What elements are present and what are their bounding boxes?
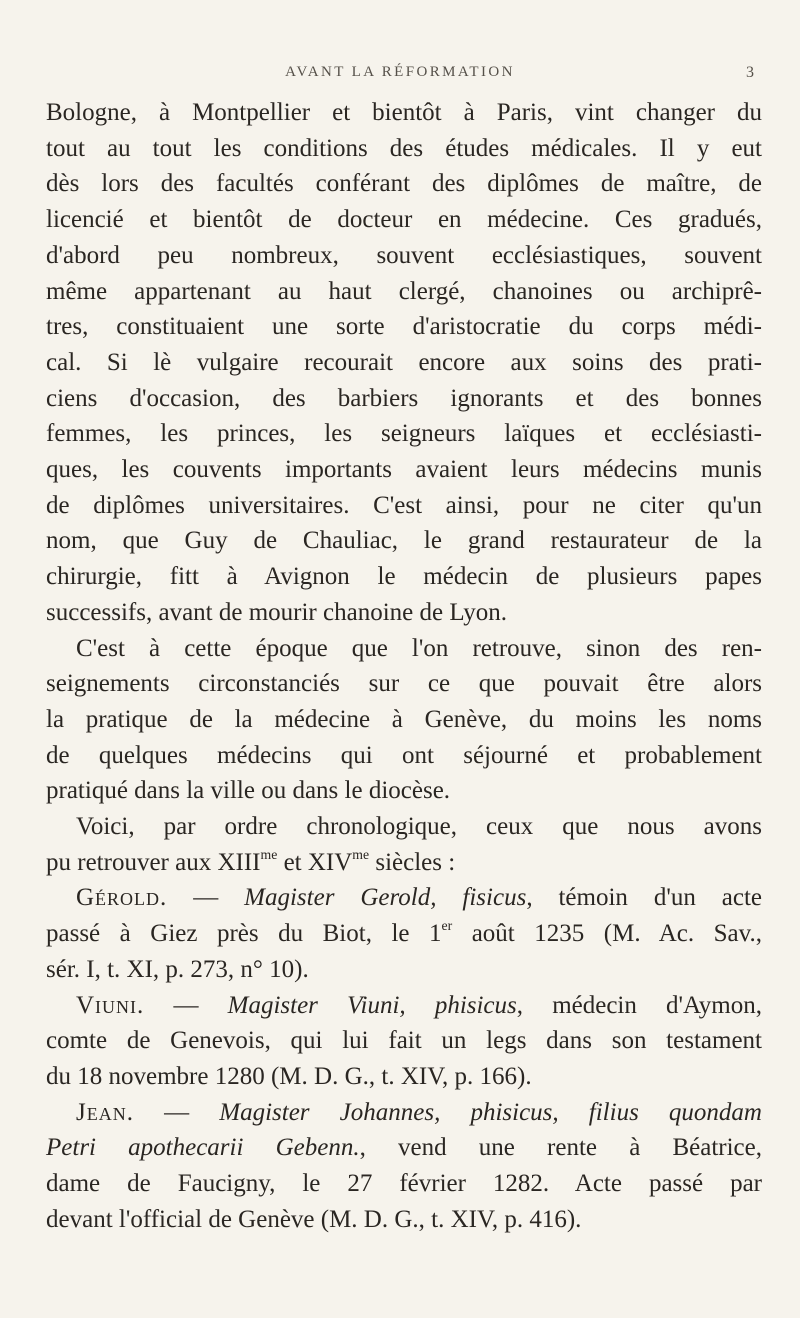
text-line: du 18 novembre 1280 (M. D. G., t. XIV, p. 166).: [46, 1062, 532, 1090]
paragraph-era: [46, 631, 762, 810]
text-line: [46, 880, 762, 916]
entry-name: Gérold.: [76, 884, 168, 912]
text-line: nom, que Guy de Chauliac, le grand restaurateur de la: [46, 527, 762, 555]
text-fragment: , vend une rente à Béatrice,: [359, 1134, 762, 1162]
superscript: er: [441, 918, 453, 934]
text-line: pratiqué dans la ville ou dans le diocèse.: [46, 777, 451, 805]
text-line: la pratique de la médecine à Genève, du moins les noms: [46, 705, 762, 733]
text-line: [46, 1130, 762, 1166]
text-line: tout au tout les conditions des études médicales. Il y eut: [46, 134, 762, 162]
entry-dash: —: [144, 991, 228, 1019]
text-line: seignements circonstanciés sur ce que pouvait être alors: [46, 670, 762, 698]
entry-title: Magister Johannes, phisicus, filius quondam: [219, 1098, 762, 1126]
paragraph-intro-list: [46, 809, 762, 880]
entry-title-continued: Petri apothecarii Gebenn.: [46, 1134, 360, 1162]
superscript: me: [352, 846, 370, 862]
text-line: femmes, les princes, les seigneurs laïques et ecclésiasti-: [46, 420, 762, 448]
running-title: AVANT LA RÉFORMATION: [285, 64, 515, 80]
text-line: sér. I, t. XI, p. 273, n° 10).: [46, 955, 309, 983]
text-fragment: , médecin d'Aymon,: [516, 991, 762, 1019]
entry-name: Viuni.: [76, 991, 145, 1019]
text-line: de diplômes universitaires. C'est ainsi, pour ne citer qu'un: [46, 491, 762, 519]
text-fragment: , témoin d'un acte: [526, 884, 762, 912]
text-line: de quelques médecins qui ont séjourné et probablement: [46, 741, 762, 769]
text-line: [46, 1095, 762, 1131]
entry-title: Magister Viuni, phisicus: [227, 991, 517, 1019]
entry-jean: [46, 1095, 762, 1238]
text-line: licencié et bientôt de docteur en médecine. Ces gradués,: [46, 206, 762, 234]
paragraph-continuation: [46, 95, 762, 631]
text-line: [46, 845, 762, 881]
entry-name: Jean.: [76, 1098, 134, 1126]
text-fragment: et XIV: [277, 848, 353, 876]
page-number: 3: [746, 64, 754, 81]
entry-gerold: [46, 880, 762, 987]
entry-dash: —: [133, 1098, 220, 1126]
text-line: cal. Si lè vulgaire recourait encore aux soins des prati-: [46, 348, 762, 376]
text-fragment: passé à Giez près du Biot, le 1: [46, 920, 442, 948]
text-fragment: pu retrouver aux XIII: [46, 848, 261, 876]
text-line: comte de Genevois, qui lui fait un legs dans son testament: [46, 1027, 762, 1055]
entry-viuni: [46, 988, 762, 1095]
text-line: dès lors des facultés conférant des diplômes de maître, de: [46, 170, 762, 198]
text-line: dame de Faucigny, le 27 février 1282. Acte passé par: [46, 1170, 762, 1198]
text-line: même appartenant au haut clergé, chanoines ou archiprê-: [46, 277, 762, 305]
running-head: [0, 64, 800, 88]
text-line: ciens d'occasion, des barbiers ignorants et des bonnes: [46, 384, 762, 412]
entry-dash: —: [167, 884, 245, 912]
text-line: ques, les couvents importants avaient leurs médecins munis: [46, 456, 762, 484]
text-line: successifs, avant de mourir chanoine de Lyon.: [46, 598, 507, 626]
text-line: C'est à cette époque que l'on retrouve, sinon des ren-: [76, 634, 762, 662]
text-fragment: août 1235 (M. Ac. Sav.,: [452, 920, 762, 948]
text-line: [46, 988, 762, 1024]
text-line: Bologne, à Montpellier et bientôt à Paris, vint changer du: [46, 99, 762, 126]
text-line: devant l'official de Genève (M. D. G., t. XIV, p. 416).: [46, 1205, 582, 1233]
text-line: d'abord peu nombreux, souvent ecclésiastiques, souvent: [46, 241, 762, 269]
superscript: me: [260, 846, 278, 862]
body-text: [46, 95, 762, 1238]
text-line: Voici, par ordre chronologique, ceux que nous avons: [76, 813, 762, 841]
text-line: [46, 916, 762, 952]
entry-title: Magister Gerold, fisicus: [244, 884, 527, 912]
text-line: tres, constituaient une sorte d'aristocratie du corps médi-: [46, 313, 762, 341]
text-line: chirurgie, fitt à Avignon le médecin de plusieurs papes: [46, 563, 762, 591]
text-fragment: siècles :: [369, 848, 456, 876]
